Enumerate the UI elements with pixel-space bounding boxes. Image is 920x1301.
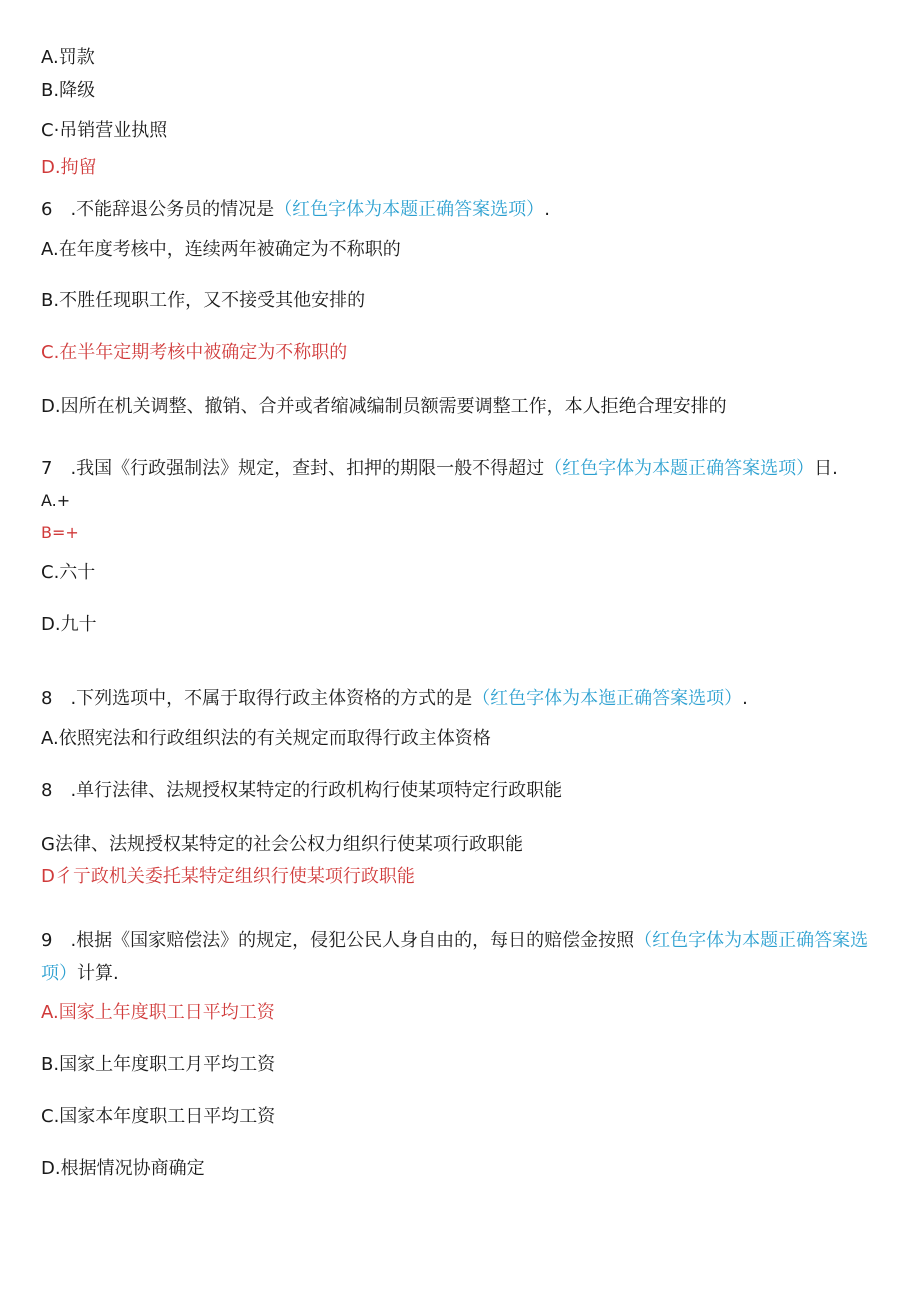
question-8-stem: 8 .下列选项中，不属于取得行政主体资格的方式的是 bbox=[41, 688, 473, 709]
question-9 bbox=[41, 924, 876, 990]
question-9-stem: 9 .根据《国家赔偿法》的规定，侵犯公民人身自由的，每日的赔偿金按照 bbox=[41, 930, 635, 951]
question-6 bbox=[41, 197, 550, 223]
question-6-option-b: B.不胜任现职工作，又不接受其他安排的 bbox=[41, 290, 366, 311]
question-7 bbox=[41, 456, 838, 482]
question-9-end: 计算. bbox=[77, 963, 119, 984]
question-9-option-b: B.国家上年度职工月平均工资 bbox=[41, 1054, 276, 1075]
question-6-end: . bbox=[544, 199, 550, 220]
question-7-stem: 7 .我国《行政强制法》规定，查封、扣押的期限一般不得超过 bbox=[41, 458, 545, 479]
question-8-option-c: G法律、法规授权某特定的社会公权力组织行使某项行政职能 bbox=[41, 834, 523, 855]
option-d-detention-correct: D.拘留 bbox=[41, 157, 97, 178]
question-7-option-d: D.九十 bbox=[41, 614, 97, 635]
question-6-option-d: D.因所在机关调整、撤销、合并或者缩减编制员额需要调整工作，本人拒绝合理安排的 bbox=[41, 396, 727, 417]
question-8-option-d-correct: D彳亍政机关委托某特定组织行使某项行政职能 bbox=[41, 866, 415, 887]
question-9-option-c: C.国家本年度职工日平均工资 bbox=[41, 1106, 276, 1127]
question-7-hint: （红色字体为本题正确答案选项） bbox=[544, 458, 815, 479]
option-b-demotion: B.降级 bbox=[41, 80, 96, 101]
question-6-option-c-correct: C.在半年定期考核中被确定为不称职的 bbox=[41, 342, 348, 363]
option-c-revoke-license: C·吊销营业执照 bbox=[41, 120, 168, 141]
question-9-option-d: D.根据情况协商确定 bbox=[41, 1158, 205, 1179]
question-8-end: . bbox=[742, 688, 748, 709]
question-8-option-a: A.依照宪法和行政组织法的有关规定而取得行政主体资格 bbox=[41, 728, 491, 749]
question-8 bbox=[41, 686, 748, 712]
question-6-option-a: A.在年度考核中，连续两年被确定为不称职的 bbox=[41, 239, 401, 260]
question-7-option-b-correct: B=+ bbox=[41, 523, 79, 542]
question-6-stem: 6 .不能辞退公务员的情况是 bbox=[41, 199, 275, 220]
question-9-hint: （红色字体为本题正确答案选项） bbox=[41, 930, 869, 984]
question-7-option-c: C.六十 bbox=[41, 562, 96, 583]
option-a-fine: A.罚款 bbox=[41, 47, 95, 68]
question-7-option-a: A.+ bbox=[41, 491, 71, 510]
question-9-option-a-correct: A.国家上年度职工日平均工资 bbox=[41, 1002, 275, 1023]
question-7-end: 日. bbox=[814, 458, 838, 479]
question-8-option-b: 8 .单行法律、法规授权某特定的行政机构行使某项特定行政职能 bbox=[41, 780, 563, 801]
question-6-hint: （红色字体为本题正确答案选项） bbox=[274, 199, 545, 220]
question-8-hint: （红色字体为本迤正确答案选项） bbox=[472, 688, 743, 709]
